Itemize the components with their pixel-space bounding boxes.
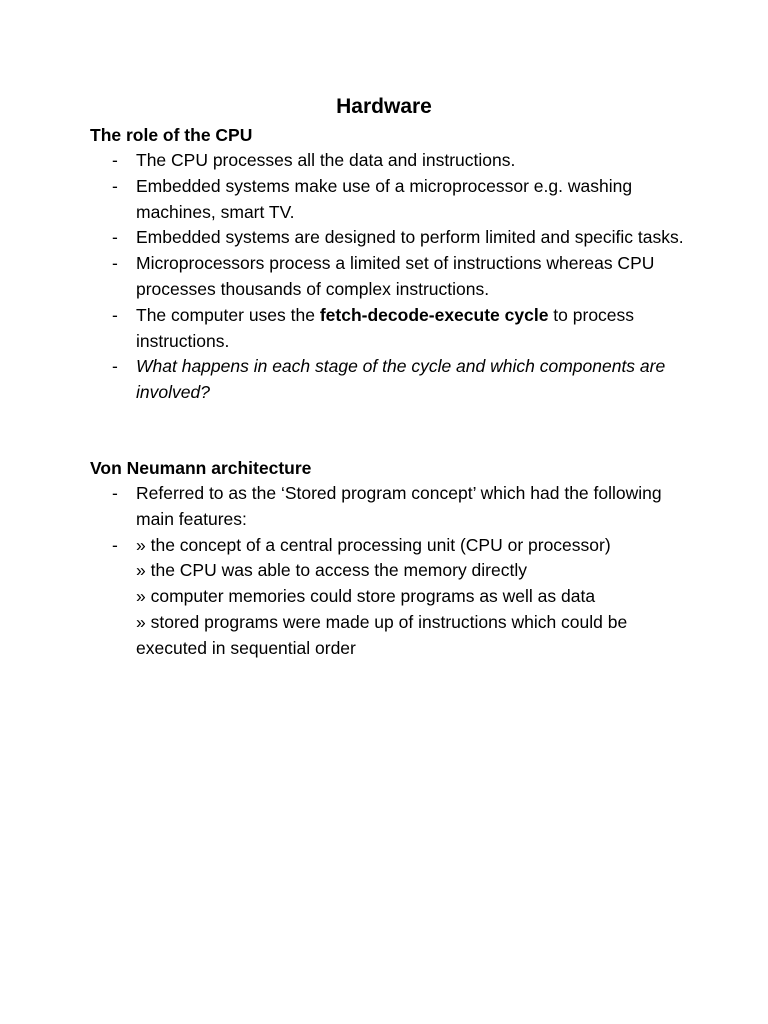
bullet-list [90, 148, 690, 406]
bullet-dash: - [112, 483, 118, 503]
list-item [90, 481, 690, 533]
section-heading: The role of the CPU [90, 125, 253, 145]
list-item-text: The CPU processes all the data and instructions. [136, 150, 516, 170]
list-item-text: Microprocessors process a limited set of instructions whereas CPU processes thousands of complex instructions. [136, 253, 655, 299]
feature-line: » the CPU was able to access the memory directly [136, 560, 527, 581]
section-von-neumann [90, 455, 690, 662]
section-cpu-role [90, 122, 690, 406]
bullet-dash: - [112, 150, 118, 170]
feature-line: » stored programs were made up of instructions which could be executed in sequential order [136, 611, 628, 658]
list-item-text-suffix: to process instructions. [136, 304, 635, 351]
bullet-dash: - [112, 175, 118, 196]
list-item [90, 251, 690, 303]
fetch-decode-execute-term: fetch-decode-execute cycle [319, 304, 549, 325]
feature-line: » computer memories could store programs as well as data [136, 586, 596, 607]
page-title: Hardware [336, 95, 432, 118]
list-item-text: Embedded systems make use of a microprocessor e.g. washing machines, smart TV. [136, 175, 633, 222]
bullet-dash: - [112, 356, 118, 377]
bullet-dash: - [112, 227, 118, 248]
bullet-list [90, 481, 690, 662]
list-item [90, 174, 690, 226]
feature-line: » the concept of a central processing unit (CPU or processor) [136, 534, 611, 555]
list-item [90, 303, 690, 355]
list-item [90, 148, 690, 174]
list-item-text: Referred to as the ‘Stored program concept’ which had the following main features: [136, 483, 662, 529]
list-item [90, 533, 690, 662]
list-item [90, 354, 690, 406]
bullet-dash: - [112, 253, 118, 274]
bullet-dash: - [112, 534, 118, 555]
bullet-dash: - [112, 304, 118, 325]
list-item [90, 225, 690, 251]
section-heading: Von Neumann architecture [90, 458, 312, 478]
list-item-text-prefix: The computer uses the [136, 304, 320, 325]
list-item-text: Embedded systems are designed to perform limited and specific tasks. [136, 227, 684, 248]
question-text: What happens in each stage of the cycle and which components are involved? [136, 356, 666, 403]
